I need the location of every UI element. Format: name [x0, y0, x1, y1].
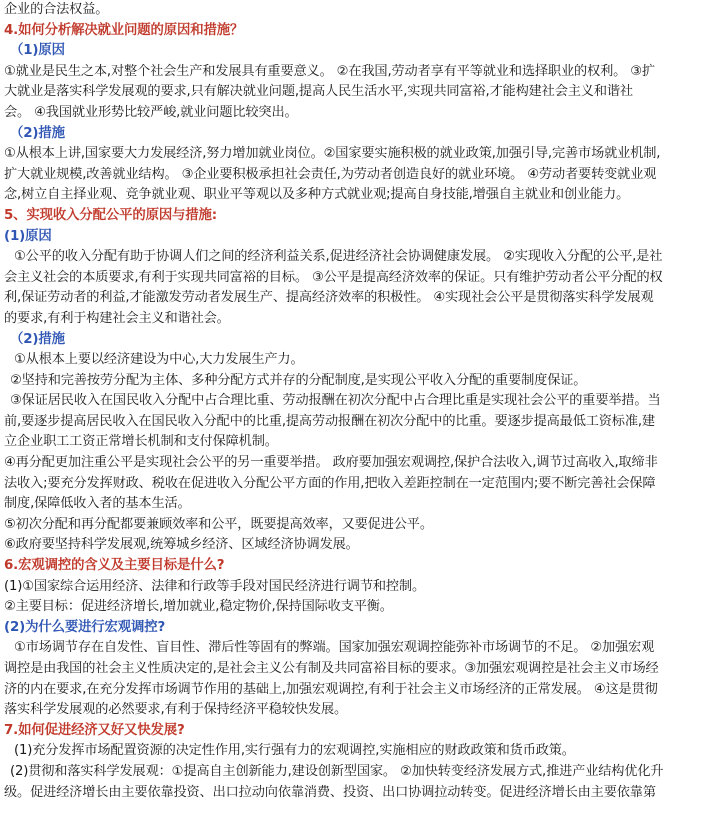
text-line: ①从根本上要以经济建设为中心,大力发展生产力。	[14, 352, 304, 368]
text-line: 法收入;要充分发挥财政、税收在促进收入分配公平方面的作用,把收入差距控制在一定范围内;要不断完善社会保障	[4, 475, 656, 491]
text-line: 大就业是落实科学发展观的要求,只有解决就业问题,提高人民生活水平,实现共同富裕,才能构建社会主义和谐社	[4, 84, 633, 100]
text-line: ①就业是民生之本,对整个社会生产和发展具有重要意义。 ②在我国,劳动者享有平等就业和选择职业的权利。 ③扩	[4, 63, 655, 79]
text-line: (1)①国家综合运用经济、法律和行政等手段对国民经济进行调节和控制。	[4, 578, 426, 594]
text-line: 会主义社会的本质要求,有利于实现共同富裕的目标。 ③公平是提高经济效率的保证。只有维护劳动者公平分配的权	[4, 269, 663, 285]
text-line: 级。促进经济增长由主要依靠投资、出口拉动向依靠消费、投资、出口协调拉动转变。促进经济增长由主要依靠第	[4, 784, 656, 800]
subsection-heading: （2)措施	[10, 125, 65, 141]
subsection-heading: (1)原因	[4, 228, 52, 244]
text-line: 的要求,有利于构建社会主义和谐社会。	[4, 310, 230, 326]
text-line: (1)充分发挥市场配置资源的决定性作用,实行强有力的宏观调控,实施相应的财政政策和货币政策。	[14, 743, 575, 759]
subsection-heading: （2)措施	[10, 331, 65, 347]
text-line: ⑥政府要坚持科学发展观,统筹城乡经济、区域经济协调发展。	[4, 537, 359, 553]
subsection-heading: (2)为什么要进行宏观调控?	[4, 619, 166, 635]
text-line: ①从根本上讲,国家要大力发展经济,努力增加就业岗位。②国家要实施积极的就业政策,加强引导,完善市场就业机制,	[4, 146, 661, 162]
text-line: (2)贯彻和落实科学发展观：①提高自主创新能力,建设创新型国家。 ②加快转变经济发展方式,推进产业结构优化升	[10, 763, 664, 779]
text-line: ①公平的收入分配有助于协调人们之间的经济利益关系,促进经济社会协调健康发展。 ②实现收入分配的公平,是社	[14, 249, 663, 265]
text-line: 调控是由我国的社会主义性质决定的,是社会主义公有制及共同富裕目标的要求。③加强宏观调控是社会主义市场经	[4, 661, 659, 676]
text-line: 会。 ④我国就业形势比较严峻,就业问题比较突出。	[4, 104, 298, 120]
text-line: 制度,保障低收入者的基本生活。	[4, 496, 191, 512]
text-line: 利,保证劳动者的利益,才能激发劳动者发展生产、提高经济效率的积极性。 ④实现社会公平是贯彻落实科学发展观	[4, 290, 654, 306]
text-line: ①市场调节存在自发性、盲目性、滞后性等固有的弊端。国家加强宏观调控能弥补市场调节的不足。 ②加强宏观	[14, 640, 655, 656]
section-heading: 7.如何促进经济又好又快发展?	[4, 722, 185, 738]
section-heading: 4.如何分析解决就业问题的原因和措施？	[4, 22, 244, 38]
text-line: 济的内在要求,在充分发挥市场调节作用的基础上,加强宏观调控,有利于社会主义市场经济的正常发展。 ④这是贯彻	[4, 681, 658, 697]
text-line: ②主要目标：促进经济增长,增加就业,稳定物价,保持国际收支平衡。	[4, 599, 393, 615]
section-heading: 5、实现收入分配公平的原因与措施:	[4, 207, 217, 223]
text-line: 企业的合法权益。	[4, 2, 109, 17]
text-line: ②坚持和完善按劳分配为主体、多种分配方式并存的分配制度,是实现公平收入分配的重要制度保证。	[10, 372, 587, 388]
text-line: ④再分配更加注重公平是实现社会公平的另一重要举措。 政府要加强宏观调控,保护合法收入,调节过高收入,取缔非	[4, 455, 658, 471]
text-line: 前,要逐步提高居民收入在国民收入分配中的比重,提高劳动报酬在初次分配中的比重。要逐步提高最低工资标准,建	[4, 413, 655, 429]
text-line: 落实科学发展观的必然要求,有利于保持经济平稳较快发展。	[4, 702, 348, 718]
text-line: 立企业职工工资正常增长机制和支付保障机制。	[4, 434, 278, 450]
text-line: ⑤初次分配和再分配都要兼顾效率和公平，既要提高效率，又要促进公平。	[4, 516, 433, 532]
section-heading: 6.宏观调控的含义及主要目标是什么?	[4, 558, 225, 574]
subsection-heading: （1)原因	[10, 43, 65, 59]
text-line: 扩大就业规模,改善就业结构。 ③企业要积极承担社会责任,为劳动者创造良好的就业环境。 ④劳动者要转变就业观	[4, 166, 657, 182]
text-line: ③保证居民收入在国民收入分配中占合理比重、劳动报酬在初次分配中占合理比重是实现社会公平的重要举措。当	[10, 393, 661, 409]
text-line: 念,树立自主择业观、竞争就业观、职业平等观以及多种方式就业观;提高自身技能,增强自主就业和创业能力。	[4, 187, 630, 203]
